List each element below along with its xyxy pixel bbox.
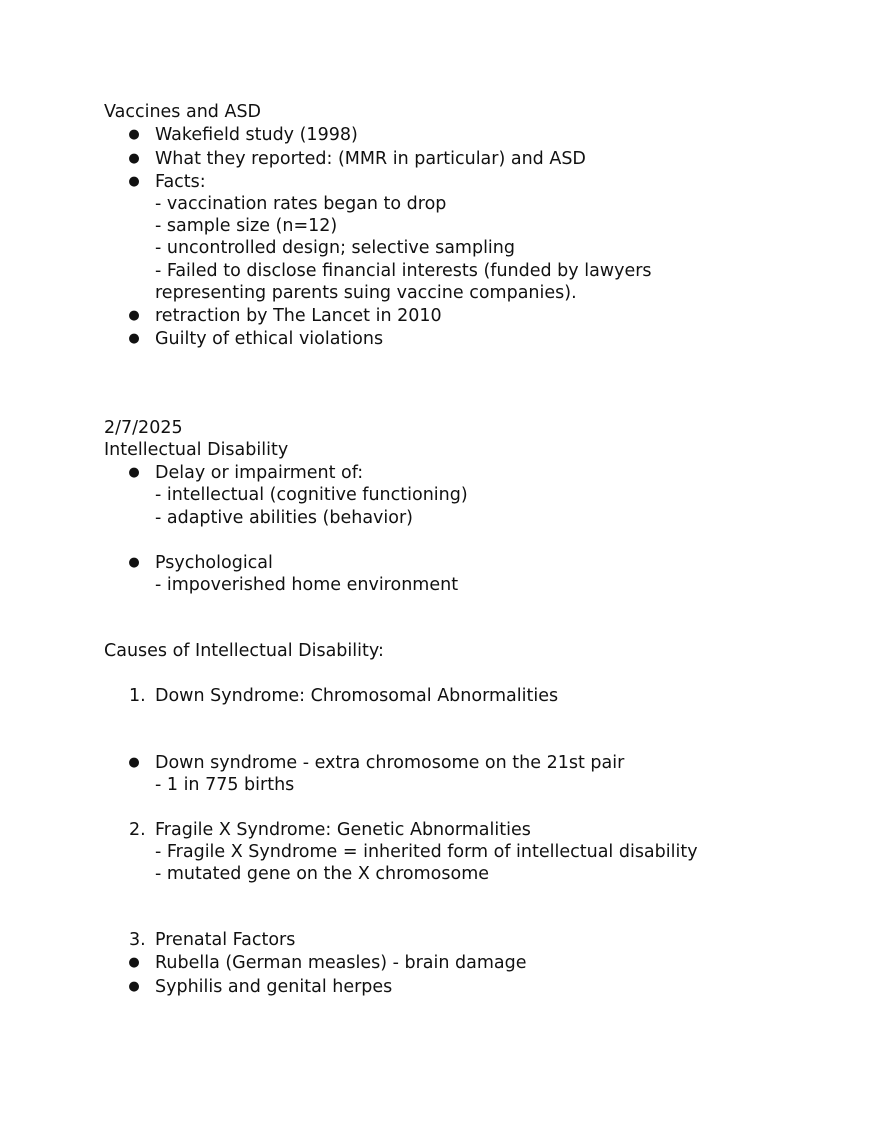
bullet-icon: ●: [128, 174, 140, 189]
sub-item: - uncontrolled design; selective sampling: [155, 238, 515, 258]
numbered-item: Fragile X Syndrome: Genetic Abnormalities: [155, 820, 531, 840]
sub-item: - sample size (n=12): [155, 216, 338, 236]
bullet-icon: ●: [128, 979, 140, 994]
list-item: Wakefield study (1998): [155, 125, 358, 145]
bullet-icon: ●: [128, 555, 140, 570]
bullet-icon: ●: [128, 308, 140, 323]
numbered-item: Prenatal Factors: [155, 930, 296, 950]
list-item: Syphilis and genital herpes: [155, 977, 393, 997]
sub-item: - impoverished home environment: [155, 575, 459, 595]
sub-item: - adaptive abilities (behavior): [155, 508, 414, 528]
sub-item: - intellectual (cognitive functioning): [155, 485, 468, 505]
list-number: 2.: [129, 820, 146, 840]
sub-item: - Fragile X Syndrome = inherited form of intellectual disability: [155, 842, 698, 862]
list-item: retraction by The Lancet in 2010: [155, 306, 442, 326]
section-heading-intellectual: Intellectual Disability: [104, 440, 289, 460]
list-item: Delay or impairment of:: [155, 463, 364, 483]
list-item: Down syndrome - extra chromosome on the 21st pair: [155, 753, 625, 773]
sub-item: - mutated gene on the X chromosome: [155, 864, 490, 884]
bullet-icon: ●: [128, 331, 140, 346]
list-number: 1.: [129, 686, 146, 706]
bullet-icon: ●: [128, 127, 140, 142]
list-item: What they reported: (MMR in particular) and ASD: [155, 149, 586, 169]
bullet-icon: ●: [128, 465, 140, 480]
bullet-icon: ●: [128, 955, 140, 970]
sub-item: representing parents suing vaccine companies).: [155, 283, 577, 303]
bullet-icon: ●: [128, 151, 140, 166]
list-item: Guilty of ethical violations: [155, 329, 384, 349]
list-number: 3.: [129, 930, 146, 950]
sub-item: - vaccination rates began to drop: [155, 194, 447, 214]
bullet-icon: ●: [128, 755, 140, 770]
section-heading-causes: Causes of Intellectual Disability:: [104, 641, 384, 661]
list-item: Facts:: [155, 172, 206, 192]
list-item: Psychological: [155, 553, 273, 573]
date-label: 2/7/2025: [104, 418, 183, 438]
numbered-item: Down Syndrome: Chromosomal Abnormalities: [155, 686, 559, 706]
sub-item: - Failed to disclose financial interests (funded by lawyers: [155, 261, 652, 281]
sub-item: - 1 in 775 births: [155, 775, 295, 795]
section-heading-vaccines: Vaccines and ASD: [104, 102, 262, 122]
list-item: Rubella (German measles) - brain damage: [155, 953, 527, 973]
